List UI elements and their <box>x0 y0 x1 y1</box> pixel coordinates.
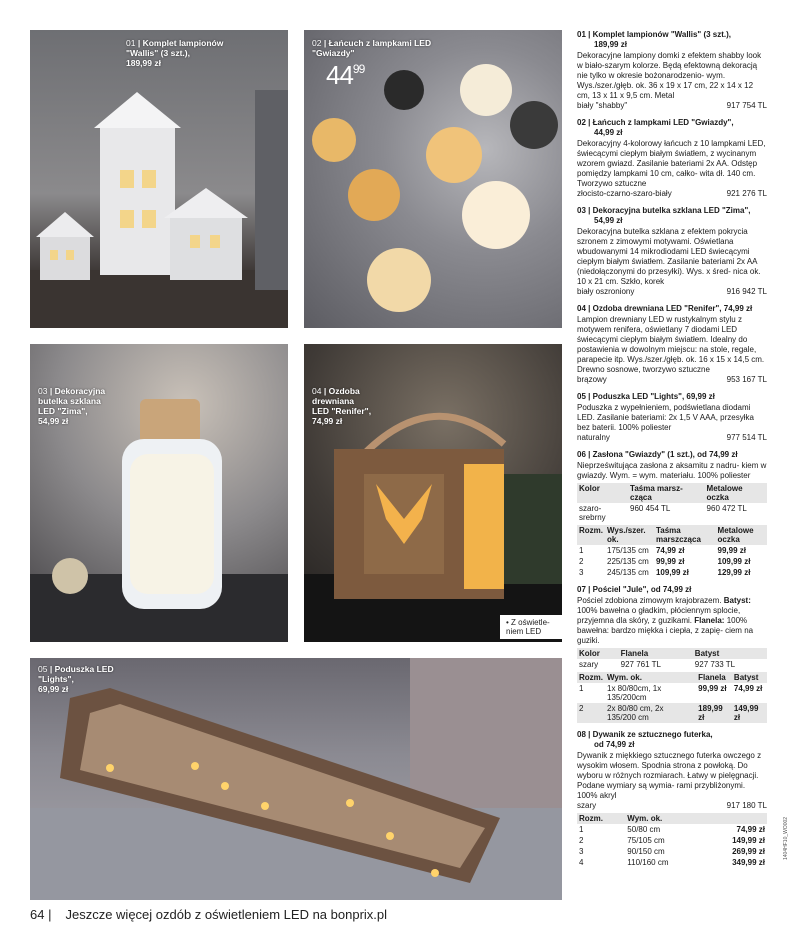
price-big-02: $44^{99}$ <box>326 60 365 90</box>
product-title: 08 | Dywanik ze sztucznego futerka, od 74,99 zł <box>577 730 713 749</box>
color-table <box>577 648 767 670</box>
product-item-05 <box>577 392 767 443</box>
table-row <box>577 824 767 835</box>
photo-reindeer-lantern <box>304 344 562 642</box>
table-header: Wys./szer. ok. <box>607 526 646 544</box>
table-cell: 74,99 zł <box>736 825 765 834</box>
table-cell: szaro-srebrny <box>579 504 606 522</box>
table-header: Flanela <box>620 649 649 658</box>
order-code: 917 180 TL <box>726 801 767 810</box>
table-cell: 149,99 zł <box>733 704 759 722</box>
table-cell: 225/135 cm <box>607 557 649 566</box>
table-cell: 149,99 zł <box>732 836 765 845</box>
table-row <box>577 545 767 556</box>
product-descriptions <box>577 30 767 875</box>
product-description: Dekoracyjna butelka szklana z efektem pokrycia szronem z zimowymi motywami. Oświetlana wbudowanymi 14 mikrodiodami LED świecącymi ciepłym białym światłem. Zasilanie bateriami 2x AA (niedołączonymi do przesyłki). Wys. x śred- nica ok. 10 x 21 cm. Szkło, korek <box>577 227 761 286</box>
table-cell: 1 <box>579 546 584 555</box>
photo-pillow <box>30 658 562 900</box>
table-cell: 109,99 zł <box>717 557 751 566</box>
table-cell: 99,99 zł <box>655 557 685 566</box>
product-description: Dekoracyjny 4-kolorowy łańcuch z 10 lampkami LED, świecącymi ciepłym białym światłem, z wycinanym wzorem gwiazd. Zasilanie bateriami 2x AA. Odstęp pomiędzy lampkami 10 cm, całko- wita dł. 140 cm. Tworzywo sztuczne <box>577 139 766 188</box>
product-description: Pościel zdobiona zimowym krajobrazem. Batyst: 100% bawełna o gładkim, płóciennym splocie, przyjemna dla skóry, z guzikami. Flanela: 100% bawełna: bardzo miękka i ciepła, z zapię- ciem na guziki. <box>577 596 754 645</box>
variant: złocisto-czarno-szaro-biały <box>577 189 672 198</box>
product-description: Dekoracyjne lampiony domki z efektem shabby look w biało-szarym kolorze. Będą efektowną dekoracją nie tylko w okresie bożonarodzenio- wym. Wys./szer./głęb. ok. 36 x 19 x 17 cm, 22 x 14 x 12 cm, 13 x 11 x 9,5 cm. Metal <box>577 51 762 100</box>
table-cell: 99,99 zł <box>717 546 746 555</box>
order-code: 921 276 TL <box>726 189 767 198</box>
product-item-06 <box>577 450 767 578</box>
table-header: Rozm. <box>579 673 603 682</box>
order-code: 917 754 TL <box>726 101 767 110</box>
table-header: Rozm. <box>579 814 603 823</box>
table-cell: 129,99 zł <box>717 568 751 577</box>
table-row <box>577 857 767 868</box>
table-cell: 3 <box>579 568 584 577</box>
photo-bottle <box>30 344 288 642</box>
table-cell: 75/105 cm <box>627 836 665 845</box>
variant: biały oszroniony <box>577 287 635 296</box>
product-title: 03 | Dekoracyjna butelka szklana LED "Zima", 54,99 zł <box>577 206 751 225</box>
page-footer <box>30 907 387 922</box>
table-header: Rozm. <box>579 526 603 535</box>
table-cell: 269,99 zł <box>732 847 765 856</box>
product-description: Nieprześwitująca zasłona z aksamitu z nadru- kiem w gwiazdy. Wym. = wym. materiału. 100% poliester <box>577 461 767 480</box>
table-cell: 927 733 TL <box>694 660 736 669</box>
photo-caption-01: 01 | Komplet lampionów "Wallis" (3 szt.), 189,99 zł <box>126 38 224 68</box>
order-code: 977 514 TL <box>726 433 767 442</box>
footer-text: Jeszcze więcej ozdób z oświetleniem LED na bonprix.pl <box>65 907 388 922</box>
photo-caption-02: 02 | Łańcuch z lampkami LED "Gwiazdy" <box>312 38 432 58</box>
table-cell: 2 <box>579 836 584 845</box>
product-item-03 <box>577 206 767 297</box>
variant: biały "shabby" <box>577 101 628 110</box>
table-cell: 2x 80/80 cm, 2x 135/200 cm <box>607 704 664 722</box>
table-cell: 1 <box>579 684 584 693</box>
product-title: 05 | Poduszka LED "Lights", 69,99 zł <box>577 392 715 401</box>
table-cell: 960 454 TL <box>630 504 671 513</box>
table-row <box>577 835 767 846</box>
size-table <box>577 525 767 578</box>
table-cell: 3 <box>579 847 584 856</box>
led-note: • Z oświetle- niem LED <box>500 615 562 639</box>
table-header: Wym. ok. <box>607 673 642 682</box>
table-cell: 245/135 cm <box>607 568 649 577</box>
table-header: Taśma marszcząca <box>655 526 701 544</box>
table-cell: 175/135 cm <box>607 546 649 555</box>
side-code: 1404HF10_WO002 <box>783 816 789 860</box>
pillow-illustration <box>30 658 562 900</box>
table-header: Batyst <box>733 673 759 682</box>
lanterns-illustration <box>30 30 288 328</box>
variant: naturalny <box>577 433 610 442</box>
table-cell: 927 761 TL <box>620 660 661 669</box>
photo-caption-04: 04 | Ozdoba drewniana LED "Renifer", 74,99 zł <box>312 386 372 426</box>
size-table <box>577 813 767 868</box>
table-header: Metalowe oczka <box>706 484 743 502</box>
product-title: 04 | Ozdoba drewniana LED "Renifer", 74,99 zł <box>577 304 753 313</box>
table-cell: 2 <box>579 704 584 713</box>
table-cell: szary <box>579 660 599 669</box>
photo-caption-03: 03 | Dekoracyjna butelka szklana LED "Zima", 54,99 zł <box>38 386 106 426</box>
table-row <box>577 503 767 523</box>
table-cell: 50/80 cm <box>627 825 661 834</box>
table-header: Wym. ok. <box>627 814 663 823</box>
table-cell: 960 472 TL <box>706 504 747 513</box>
table-header: Flanela <box>698 673 726 682</box>
variant: szary <box>577 801 597 810</box>
product-title: 01 | Komplet lampionów "Wallis" (3 szt.), 189,99 zł <box>577 30 732 49</box>
table-row <box>577 567 767 578</box>
table-header: Kolor <box>579 649 600 658</box>
table-cell: 109,99 zł <box>655 568 689 577</box>
table-cell: 189,99 zł <box>698 704 723 722</box>
product-title: 07 | Pościel "Jule", od 74,99 zł <box>577 585 692 594</box>
product-title: 02 | Łańcuch z lampkami LED "Gwiazdy", 44,99 zł <box>577 118 734 137</box>
page-number: 64 | <box>30 907 52 922</box>
table-header: Kolor <box>579 484 600 493</box>
table-row <box>577 659 767 670</box>
table-cell: 2 <box>579 557 584 566</box>
size-table <box>577 672 767 723</box>
variant: brązowy <box>577 375 607 384</box>
order-code: 953 167 TL <box>726 375 767 384</box>
table-header: Batyst <box>694 649 720 658</box>
product-description: Lampion drewniany LED w rustykalnym stylu z motywem renifera, oświetlany 7 diodami LED świecącymi ciepłym białym światłem. Idealny do postawienia w dowolnym miejscu: na stole, regale, parapecie itp. Wys./szer./głęb. ok. 16 x 15 x 14,5 cm. Drewno sosnowe, tworzywo sztuczne <box>577 315 765 374</box>
product-item-04 <box>577 304 767 385</box>
table-row <box>577 846 767 857</box>
product-title: 06 | Zasłona "Gwiazdy" (1 szt.), od 74,99 zł <box>577 450 738 459</box>
table-cell: 110/160 cm <box>627 858 669 867</box>
table-row <box>577 683 767 703</box>
table-cell: 1 <box>579 825 584 834</box>
table-row <box>577 556 767 567</box>
table-header: Taśma marsz- cząca <box>630 484 683 502</box>
table-row <box>577 703 767 723</box>
table-header: Metalowe oczka <box>717 526 754 544</box>
product-description: Dywanik z miękkiego sztucznego futerka owczego z wysokim włosem. Spodnia strona z powłoką. Do wyboru w różnych rozmiarach. Łatwy w pielęgnacji. Podane wymiary są wymia- rami przybliżonymi. 100% akryl <box>577 751 762 800</box>
table-cell: 1x 80/80cm, 1x 135/200cm <box>607 684 662 702</box>
product-item-01 <box>577 30 767 111</box>
table-cell: 4 <box>579 858 584 867</box>
table-cell: 74,99 zł <box>733 684 763 693</box>
product-item-07 <box>577 585 767 723</box>
color-table <box>577 483 767 523</box>
product-item-08 <box>577 730 767 868</box>
photo-lanterns <box>30 30 288 328</box>
photo-caption-05: 05 | Poduszka LED "Lights", 69,99 zł <box>38 664 114 694</box>
table-cell: 74,99 zł <box>655 546 685 555</box>
table-cell: 349,99 zł <box>732 858 765 867</box>
order-code: 916 942 TL <box>726 287 767 296</box>
table-header <box>703 813 767 824</box>
table-cell: 99,99 zł <box>698 684 727 693</box>
table-cell: 90/150 cm <box>627 847 665 856</box>
photo-light-chain <box>304 30 562 328</box>
product-item-02 <box>577 118 767 199</box>
product-description: Poduszka z wypełnieniem, podświetlana diodami LED. Zasilanie bateriami: 2x 1,5 V AAA, przesyłka bez baterii. 100% poliester <box>577 403 754 432</box>
